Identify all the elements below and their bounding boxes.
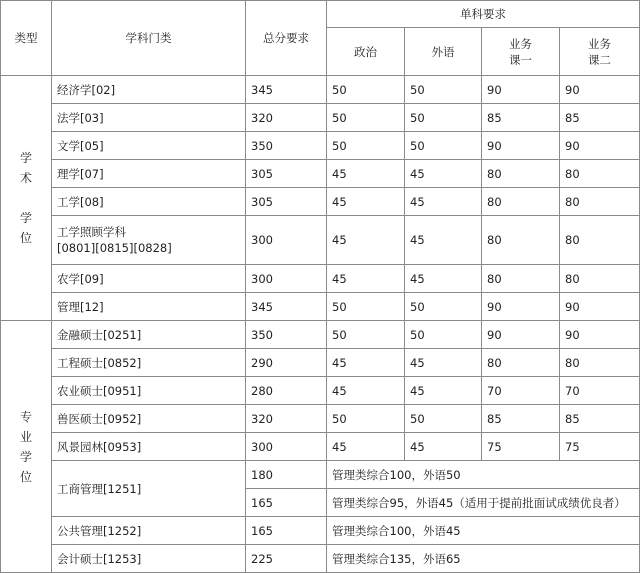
cell-course2: 80 <box>560 216 640 265</box>
cell-course2: 70 <box>560 377 640 405</box>
cell-total: 300 <box>246 433 327 461</box>
cell-total: 225 <box>246 545 327 573</box>
cell-course1: 85 <box>482 104 560 132</box>
cell-course1: 75 <box>482 433 560 461</box>
cell-total: 305 <box>246 160 327 188</box>
text-line: 业务 <box>588 36 611 51</box>
cell-category: 会计硕士[1253] <box>52 545 246 573</box>
table-row <box>1 216 640 265</box>
cell-course2: 75 <box>560 433 640 461</box>
text-line: 位 <box>19 469 32 484</box>
cell-total: 345 <box>246 76 327 104</box>
cell-category: 工学[08] <box>52 188 246 216</box>
cell-course2: 80 <box>560 265 640 293</box>
header-course2 <box>560 28 640 76</box>
cell-foreign: 45 <box>405 349 482 377</box>
cell-course2: 90 <box>560 132 640 160</box>
cell-note: 管理类综合95，外语45（适用于提前批面试成绩优良者） <box>327 489 640 517</box>
cell-category: 农业硕士[0951] <box>52 377 246 405</box>
cell-foreign: 45 <box>405 188 482 216</box>
cell-total: 290 <box>246 349 327 377</box>
cell-category: 经济学[02] <box>52 76 246 104</box>
table-row <box>1 377 640 405</box>
text-line: 课一 <box>509 52 532 67</box>
cell-note: 管理类综合100，外语45 <box>327 517 640 545</box>
cell-course2: 90 <box>560 76 640 104</box>
cell-politics: 45 <box>327 188 405 216</box>
cell-category <box>52 216 246 265</box>
cell-foreign: 45 <box>405 377 482 405</box>
cell-foreign: 45 <box>405 265 482 293</box>
table-row <box>1 461 640 489</box>
cell-course2: 85 <box>560 104 640 132</box>
cell-politics: 45 <box>327 377 405 405</box>
table-row <box>1 433 640 461</box>
cell-total: 165 <box>246 517 327 545</box>
cell-foreign: 45 <box>405 160 482 188</box>
header-row <box>1 1 640 28</box>
cell-politics: 45 <box>327 265 405 293</box>
cell-category: 管理[12] <box>52 293 246 321</box>
cell-category: 理学[07] <box>52 160 246 188</box>
table-row <box>1 293 640 321</box>
cell-category: 工商管理[1251] <box>52 461 246 517</box>
cell-total: 305 <box>246 188 327 216</box>
text-line <box>1 188 51 208</box>
cell-foreign: 50 <box>405 76 482 104</box>
cell-foreign: 50 <box>405 132 482 160</box>
cell-foreign: 45 <box>405 216 482 265</box>
text-line: 学 <box>19 151 32 165</box>
cell-total: 350 <box>246 321 327 349</box>
cell-politics: 50 <box>327 405 405 433</box>
table-row <box>1 76 640 104</box>
cell-category: 兽医硕士[0952] <box>52 405 246 433</box>
cell-course1: 80 <box>482 265 560 293</box>
cell-politics: 50 <box>327 76 405 104</box>
cell-total: 350 <box>246 132 327 160</box>
table-row <box>1 188 640 216</box>
table-row <box>1 160 640 188</box>
header-category: 学科门类 <box>52 1 246 76</box>
cell-politics: 50 <box>327 104 405 132</box>
cell-course1: 80 <box>482 216 560 265</box>
cell-course1: 90 <box>482 321 560 349</box>
cell-total: 180 <box>246 461 327 489</box>
cell-course1: 85 <box>482 405 560 433</box>
cell-course2: 90 <box>560 293 640 321</box>
cell-total: 320 <box>246 405 327 433</box>
cell-politics: 50 <box>327 293 405 321</box>
text-line: 学 <box>19 449 32 464</box>
text-line: 术 <box>19 171 32 185</box>
cell-category: 公共管理[1252] <box>52 517 246 545</box>
header-course1 <box>482 28 560 76</box>
text-line: 位 <box>19 231 32 245</box>
cell-category: 工程硕士[0852] <box>52 349 246 377</box>
cell-total: 300 <box>246 216 327 265</box>
table-row <box>1 517 640 545</box>
cell-category: 文学[05] <box>52 132 246 160</box>
cell-foreign: 45 <box>405 433 482 461</box>
header-foreign: 外语 <box>405 28 482 76</box>
cell-course1: 80 <box>482 188 560 216</box>
header-type: 类型 <box>1 1 52 76</box>
header-single: 单科要求 <box>327 1 640 28</box>
cell-total: 300 <box>246 265 327 293</box>
text-line: 业务 <box>509 36 532 51</box>
cell-course1: 90 <box>482 76 560 104</box>
cell-note: 管理类综合135，外语65 <box>327 545 640 573</box>
cell-category: 金融硕士[0251] <box>52 321 246 349</box>
cell-course1: 90 <box>482 293 560 321</box>
table-row <box>1 405 640 433</box>
cell-politics: 45 <box>327 349 405 377</box>
cell-total: 280 <box>246 377 327 405</box>
cell-course1: 70 <box>482 377 560 405</box>
cell-foreign: 50 <box>405 104 482 132</box>
cell-category: 风景园林[0953] <box>52 433 246 461</box>
header-total: 总分要求 <box>246 1 327 76</box>
table-row <box>1 104 640 132</box>
cell-foreign: 50 <box>405 321 482 349</box>
table-row <box>1 132 640 160</box>
cell-course2: 90 <box>560 321 640 349</box>
cell-politics: 45 <box>327 433 405 461</box>
cell-foreign: 50 <box>405 405 482 433</box>
table-row <box>1 545 640 573</box>
text-line: [0801][0815][0828] <box>57 241 172 255</box>
cell-course1: 80 <box>482 160 560 188</box>
cell-total: 320 <box>246 104 327 132</box>
cell-category: 农学[09] <box>52 265 246 293</box>
table-row <box>1 265 640 293</box>
text-line: 专 <box>19 409 32 424</box>
cell-course2: 80 <box>560 160 640 188</box>
cell-politics: 45 <box>327 160 405 188</box>
text-line: 业 <box>19 429 32 444</box>
cell-note: 管理类综合100，外语50 <box>327 461 640 489</box>
cell-course2: 80 <box>560 188 640 216</box>
cell-course2: 80 <box>560 349 640 377</box>
text-line: 课二 <box>588 52 611 67</box>
cell-politics: 50 <box>327 321 405 349</box>
cell-total: 165 <box>246 489 327 517</box>
text-line: 学 <box>19 211 32 225</box>
header-politics: 政治 <box>327 28 405 76</box>
table-row <box>1 349 640 377</box>
cell-politics: 50 <box>327 132 405 160</box>
group-academic <box>1 76 52 321</box>
cell-course2: 85 <box>560 405 640 433</box>
cell-politics: 45 <box>327 216 405 265</box>
cell-total: 345 <box>246 293 327 321</box>
cell-course1: 80 <box>482 349 560 377</box>
text-line: 工学照顾学科 <box>57 225 126 239</box>
cell-course1: 90 <box>482 132 560 160</box>
table-row <box>1 321 640 349</box>
group-professional <box>1 321 52 573</box>
cell-category: 法学[03] <box>52 104 246 132</box>
cell-foreign: 50 <box>405 293 482 321</box>
